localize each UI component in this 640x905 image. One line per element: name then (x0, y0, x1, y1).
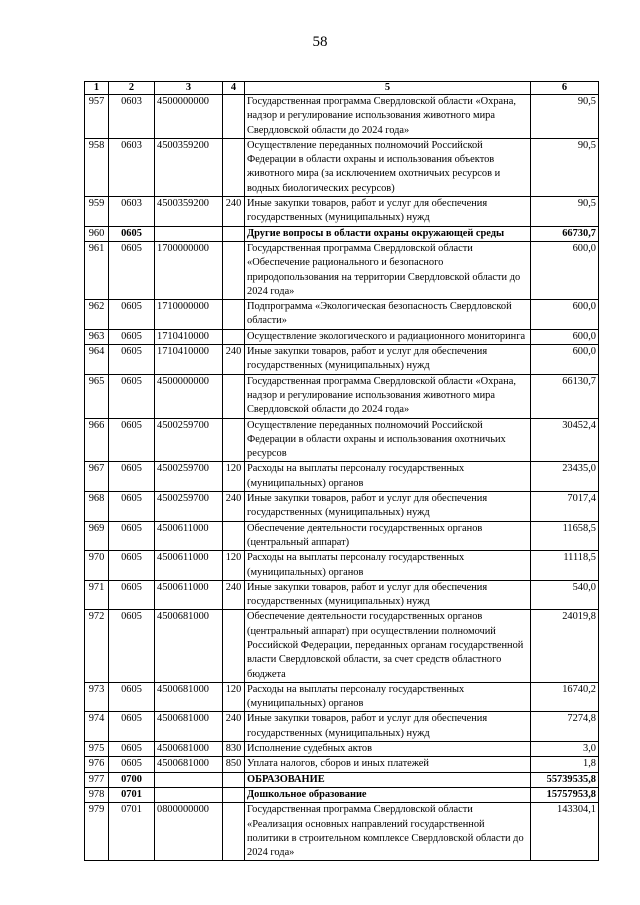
amount: 11658,5 (531, 521, 599, 551)
section-code: 0603 (109, 95, 155, 139)
expense-type-code (223, 138, 245, 196)
table-row (85, 492, 599, 522)
expense-type-code (223, 374, 245, 418)
section-code: 0605 (109, 742, 155, 757)
amount: 7017,4 (531, 492, 599, 522)
section-code: 0605 (109, 418, 155, 462)
table-row (85, 138, 599, 196)
row-number: 971 (85, 580, 109, 610)
section-code: 0605 (109, 374, 155, 418)
section-code: 0605 (109, 682, 155, 712)
row-number: 957 (85, 95, 109, 139)
table-row (85, 418, 599, 462)
item-name: ОБРАЗОВАНИЕ (245, 772, 531, 787)
target-article-code: 4500359200 (155, 138, 223, 196)
item-name: Расходы на выплаты персоналу государственных (муниципальных) органов (245, 682, 531, 712)
table-row (85, 462, 599, 492)
amount: 90,5 (531, 197, 599, 227)
item-name: Другие вопросы в области охраны окружающей среды (245, 226, 531, 241)
target-article-code: 4500259700 (155, 462, 223, 492)
row-number: 973 (85, 682, 109, 712)
target-article-code: 1710000000 (155, 300, 223, 330)
expense-type-code: 120 (223, 551, 245, 581)
row-number: 967 (85, 462, 109, 492)
table-row (85, 300, 599, 330)
expense-type-code (223, 418, 245, 462)
row-number: 962 (85, 300, 109, 330)
expense-type-code (223, 226, 245, 241)
table-row (85, 329, 599, 344)
target-article-code: 4500681000 (155, 712, 223, 742)
table-row (85, 803, 599, 861)
header-col-2: 2 (109, 82, 155, 95)
expense-type-code (223, 772, 245, 787)
table-row (85, 197, 599, 227)
target-article-code: 1710410000 (155, 329, 223, 344)
row-number: 961 (85, 241, 109, 299)
table-row (85, 772, 599, 787)
target-article-code: 4500259700 (155, 418, 223, 462)
row-number: 978 (85, 787, 109, 802)
expense-type-code (223, 329, 245, 344)
item-name: Расходы на выплаты персоналу государственных (муниципальных) органов (245, 551, 531, 581)
section-code: 0605 (109, 241, 155, 299)
item-name: Обеспечение деятельности государственных органов (центральный аппарат) (245, 521, 531, 551)
target-article-code: 4500611000 (155, 551, 223, 581)
expense-type-code (223, 241, 245, 299)
item-name: Подпрограмма «Экологическая безопасность Свердловской области» (245, 300, 531, 330)
amount: 3,0 (531, 742, 599, 757)
amount: 600,0 (531, 329, 599, 344)
item-name: Исполнение судебных актов (245, 742, 531, 757)
item-name: Дошкольное образование (245, 787, 531, 802)
amount: 7274,8 (531, 712, 599, 742)
section-code: 0605 (109, 610, 155, 682)
expense-type-code: 830 (223, 742, 245, 757)
row-number: 968 (85, 492, 109, 522)
amount: 90,5 (531, 138, 599, 196)
header-col-1: 1 (85, 82, 109, 95)
section-code: 0605 (109, 226, 155, 241)
row-number: 960 (85, 226, 109, 241)
item-name: Осуществление переданных полномочий Российской Федерации в области охраны и использования охотничьих ресурсов (245, 418, 531, 462)
section-code: 0605 (109, 300, 155, 330)
expense-type-code: 120 (223, 682, 245, 712)
table-row (85, 610, 599, 682)
amount: 23435,0 (531, 462, 599, 492)
target-article-code: 4500000000 (155, 95, 223, 139)
target-article-code: 4500611000 (155, 580, 223, 610)
section-code: 0701 (109, 803, 155, 861)
item-name: Уплата налогов, сборов и иных платежей (245, 757, 531, 772)
amount: 66130,7 (531, 374, 599, 418)
row-number: 979 (85, 803, 109, 861)
target-article-code: 1710410000 (155, 345, 223, 375)
amount: 600,0 (531, 241, 599, 299)
item-name: Иные закупки товаров, работ и услуг для обеспечения государственных (муниципальных) нужд (245, 345, 531, 375)
amount: 540,0 (531, 580, 599, 610)
item-name: Осуществление экологического и радиационного мониторинга (245, 329, 531, 344)
item-name: Осуществление переданных полномочий Российской Федерации в области охраны и использования объектов животного мира (за исключением охотничьих ресурсов и водных биологических ресурсов) (245, 138, 531, 196)
page-number: 58 (312, 34, 328, 50)
row-number: 965 (85, 374, 109, 418)
target-article-code: 4500611000 (155, 521, 223, 551)
target-article-code: 4500681000 (155, 682, 223, 712)
row-number: 975 (85, 742, 109, 757)
header-col-5: 5 (245, 82, 531, 95)
target-article-code (155, 787, 223, 802)
section-code: 0603 (109, 138, 155, 196)
expense-type-code (223, 610, 245, 682)
table-row (85, 757, 599, 772)
amount: 15757953,8 (531, 787, 599, 802)
table-row (85, 521, 599, 551)
amount: 90,5 (531, 95, 599, 139)
target-article-code: 0800000000 (155, 803, 223, 861)
item-name: Государственная программа Свердловской области «Охрана, надзор и регулирование использования животного мира Свердловской области до 2024 года» (245, 374, 531, 418)
section-code: 0700 (109, 772, 155, 787)
budget-table (84, 81, 599, 861)
table-row (85, 374, 599, 418)
amount: 11118,5 (531, 551, 599, 581)
expense-type-code: 240 (223, 197, 245, 227)
amount: 1,8 (531, 757, 599, 772)
amount: 24019,8 (531, 610, 599, 682)
table-row (85, 95, 599, 139)
expense-type-code: 240 (223, 712, 245, 742)
table-row (85, 241, 599, 299)
table-body (85, 95, 599, 861)
section-code: 0605 (109, 462, 155, 492)
section-code: 0605 (109, 329, 155, 344)
expense-type-code: 120 (223, 462, 245, 492)
section-code: 0605 (109, 580, 155, 610)
row-number: 959 (85, 197, 109, 227)
row-number: 977 (85, 772, 109, 787)
row-number: 969 (85, 521, 109, 551)
expense-type-code: 850 (223, 757, 245, 772)
item-name: Иные закупки товаров, работ и услуг для обеспечения государственных (муниципальных) нужд (245, 492, 531, 522)
target-article-code: 4500259700 (155, 492, 223, 522)
expense-type-code (223, 787, 245, 802)
table-row (85, 551, 599, 581)
target-article-code (155, 226, 223, 241)
header-col-6: 6 (531, 82, 599, 95)
item-name: Государственная программа Свердловской области «Охрана, надзор и регулирование использования животного мира Свердловской области до 2024 года» (245, 95, 531, 139)
target-article-code: 4500681000 (155, 757, 223, 772)
item-name: Государственная программа Свердловской области «Реализация основных направлений государственной политики в строительном комплексе Свердловской области до 2024 года» (245, 803, 531, 861)
row-number: 963 (85, 329, 109, 344)
expense-type-code: 240 (223, 492, 245, 522)
section-code: 0605 (109, 521, 155, 551)
amount: 55739535,8 (531, 772, 599, 787)
target-article-code: 4500681000 (155, 742, 223, 757)
expense-type-code: 240 (223, 345, 245, 375)
expense-type-code (223, 803, 245, 861)
item-name: Государственная программа Свердловской области «Обеспечение рационального и безопасного природопользования на территории Свердловской области до 2024 года» (245, 241, 531, 299)
expense-type-code (223, 300, 245, 330)
table-row (85, 742, 599, 757)
row-number: 966 (85, 418, 109, 462)
table-header-row (85, 82, 599, 95)
row-number: 958 (85, 138, 109, 196)
expense-type-code: 240 (223, 580, 245, 610)
section-code: 0605 (109, 757, 155, 772)
amount: 66730,7 (531, 226, 599, 241)
item-name: Иные закупки товаров, работ и услуг для обеспечения государственных (муниципальных) нужд (245, 197, 531, 227)
amount: 600,0 (531, 345, 599, 375)
row-number: 972 (85, 610, 109, 682)
row-number: 964 (85, 345, 109, 375)
target-article-code: 4500000000 (155, 374, 223, 418)
target-article-code: 1700000000 (155, 241, 223, 299)
table-row (85, 226, 599, 241)
target-article-code: 4500359200 (155, 197, 223, 227)
header-col-3: 3 (155, 82, 223, 95)
section-code: 0605 (109, 551, 155, 581)
table-row (85, 345, 599, 375)
row-number: 976 (85, 757, 109, 772)
amount: 143304,1 (531, 803, 599, 861)
row-number: 970 (85, 551, 109, 581)
section-code: 0603 (109, 197, 155, 227)
expense-type-code (223, 95, 245, 139)
amount: 16740,2 (531, 682, 599, 712)
amount: 30452,4 (531, 418, 599, 462)
table-row (85, 712, 599, 742)
amount: 600,0 (531, 300, 599, 330)
header-col-4: 4 (223, 82, 245, 95)
section-code: 0605 (109, 492, 155, 522)
target-article-code: 4500681000 (155, 610, 223, 682)
target-article-code (155, 772, 223, 787)
item-name: Расходы на выплаты персоналу государственных (муниципальных) органов (245, 462, 531, 492)
item-name: Иные закупки товаров, работ и услуг для обеспечения государственных (муниципальных) нужд (245, 712, 531, 742)
item-name: Обеспечение деятельности государственных органов (центральный аппарат) при осуществлении полномочий Российской Федерации, переданных органам государственной власти Свердловской области, за счет средств областного бюджета (245, 610, 531, 682)
table-row (85, 682, 599, 712)
section-code: 0605 (109, 712, 155, 742)
item-name: Иные закупки товаров, работ и услуг для обеспечения государственных (муниципальных) нужд (245, 580, 531, 610)
section-code: 0605 (109, 345, 155, 375)
table-row (85, 787, 599, 802)
row-number: 974 (85, 712, 109, 742)
section-code: 0701 (109, 787, 155, 802)
expense-type-code (223, 521, 245, 551)
table-row (85, 580, 599, 610)
